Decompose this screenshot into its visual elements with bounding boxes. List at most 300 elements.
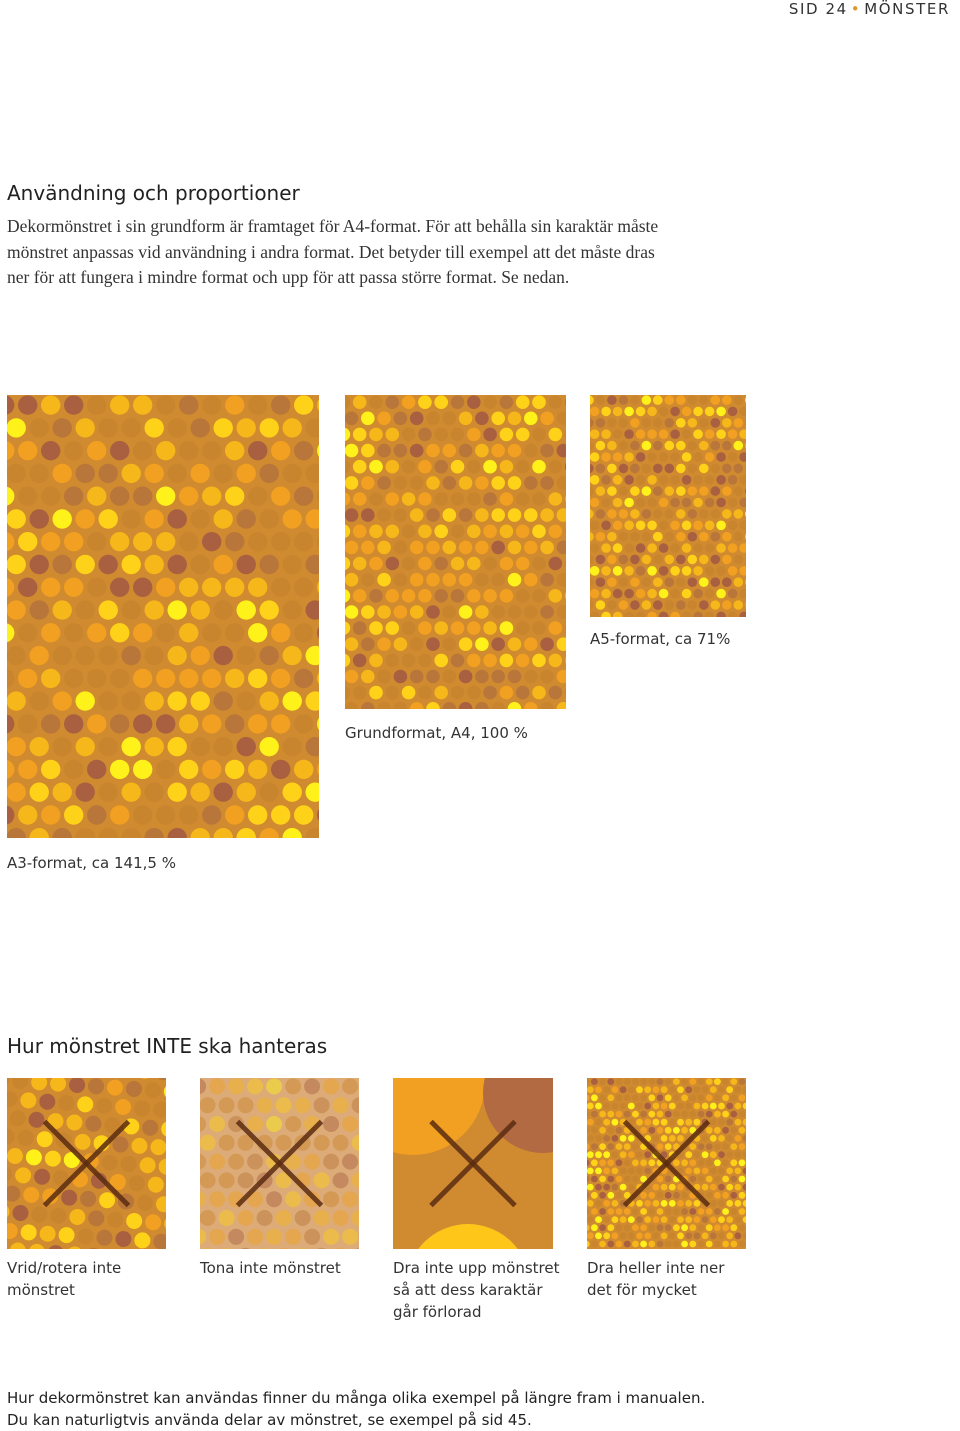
- pattern-dot: [7, 418, 26, 437]
- pattern-dot: [613, 498, 623, 508]
- pattern-dot: [260, 828, 279, 838]
- pattern-dot: [745, 600, 746, 610]
- pattern-dot: [734, 509, 744, 519]
- pattern-dot: [202, 395, 221, 414]
- pattern-dot: [41, 805, 60, 824]
- pattern-dot: [418, 557, 432, 571]
- pattern-dot: [156, 532, 175, 551]
- pattern-dot: [386, 589, 400, 603]
- pattern-dot: [665, 509, 675, 519]
- pattern-dot: [624, 429, 634, 439]
- pattern-dot: [549, 460, 563, 474]
- pattern-dot: [745, 555, 746, 565]
- pattern-dot: [676, 441, 686, 451]
- pattern-dot: [676, 395, 686, 405]
- pattern-dot: [18, 487, 37, 506]
- pattern-dot: [590, 612, 599, 617]
- pattern-dot: [443, 670, 457, 684]
- pattern-dot: [7, 395, 14, 414]
- pattern-dot: [508, 637, 522, 651]
- pattern-dot: [491, 702, 505, 709]
- pattern-dot: [410, 476, 424, 490]
- pattern-dot: [467, 589, 481, 603]
- pattern-dot: [248, 623, 267, 642]
- pattern-dot: [699, 464, 709, 474]
- pattern-dot: [426, 508, 440, 522]
- pattern-dot: [179, 760, 198, 779]
- pattern-dot: [483, 525, 497, 539]
- pattern-dot: [410, 444, 424, 458]
- pattern-dot: [745, 464, 746, 474]
- pattern-dot: [596, 464, 606, 474]
- pattern-dot: [516, 589, 530, 603]
- pattern-dot: [306, 509, 320, 528]
- pattern-dot: [133, 623, 152, 642]
- pattern-dot: [613, 452, 623, 462]
- pattern-dot: [248, 487, 267, 506]
- pattern-dot: [659, 407, 669, 417]
- pattern-dot: [283, 509, 302, 528]
- pattern-dot: [317, 623, 319, 642]
- pattern-dot: [179, 669, 198, 688]
- pattern-dot: [745, 395, 746, 405]
- pattern-dot: [87, 441, 106, 460]
- pattern-dot: [30, 783, 49, 802]
- pattern-dot: [434, 654, 448, 668]
- pattern-dot: [260, 464, 279, 483]
- pattern-dot: [728, 407, 738, 417]
- pattern-dot: [402, 654, 416, 668]
- pattern-dot: [260, 509, 279, 528]
- pattern-dot: [64, 578, 83, 597]
- pattern-dot: [156, 714, 175, 733]
- pattern-dot: [722, 532, 732, 542]
- pattern-dot: [565, 621, 566, 635]
- pattern-dot: [353, 654, 367, 668]
- pattern-dot: [624, 407, 634, 417]
- pattern-dot: [53, 418, 72, 437]
- pattern-dot: [653, 395, 663, 405]
- pattern-dot: [64, 395, 83, 414]
- pattern-dot: [642, 509, 652, 519]
- pattern-dot: [410, 605, 424, 619]
- pattern-dot: [590, 407, 599, 417]
- pattern-dot: [394, 412, 408, 426]
- pattern-dot: [434, 525, 448, 539]
- pattern-dot: [53, 691, 72, 710]
- pattern-dot: [145, 555, 164, 574]
- pattern-dot: [394, 605, 408, 619]
- pattern-dot: [156, 487, 175, 506]
- pattern-dot: [619, 395, 629, 405]
- pattern-dot: [156, 395, 175, 414]
- pattern-dot: [688, 486, 698, 496]
- pattern-dot: [745, 577, 746, 587]
- pattern-dot: [745, 441, 746, 451]
- pattern-dot: [670, 475, 680, 485]
- pattern-dot: [225, 578, 244, 597]
- pattern-dot: [418, 654, 432, 668]
- pattern-dot: [491, 573, 505, 587]
- pattern-dot: [601, 429, 611, 439]
- pattern-dot: [30, 555, 49, 574]
- pattern-dot: [705, 407, 715, 417]
- pattern-dot: [18, 532, 37, 551]
- pattern-dot: [739, 452, 746, 462]
- pattern-dot: [451, 654, 465, 668]
- pattern-dot: [739, 407, 746, 417]
- pattern-dot: [237, 691, 256, 710]
- pattern-dot: [642, 464, 652, 474]
- pattern-dot: [434, 428, 448, 442]
- pattern-dot: [647, 475, 657, 485]
- pattern-dot: [532, 428, 546, 442]
- pattern-dot: [377, 702, 391, 709]
- pattern-dot: [596, 486, 606, 496]
- pattern-dot: [459, 670, 473, 684]
- pattern-dot: [306, 828, 320, 838]
- pattern-dot: [87, 760, 106, 779]
- pattern-dot: [451, 492, 465, 506]
- pattern-dot: [557, 476, 566, 490]
- pattern-dot: [122, 646, 141, 665]
- pattern-dot: [41, 441, 60, 460]
- pattern-dot: [670, 589, 680, 599]
- pattern-dot: [676, 555, 686, 565]
- pattern-dot: [87, 805, 106, 824]
- pattern-dot: [699, 395, 709, 405]
- pattern-dot: [53, 783, 72, 802]
- pattern-dot: [394, 573, 408, 587]
- pattern-dot: [613, 566, 623, 576]
- pattern-dot: [214, 418, 233, 437]
- pattern-dot: [630, 464, 640, 474]
- pattern-dot: [451, 460, 465, 474]
- pattern-dot: [386, 460, 400, 474]
- pattern-dot: [500, 557, 514, 571]
- pattern-dot: [636, 612, 646, 617]
- pattern-dot: [41, 760, 60, 779]
- pattern-dot: [540, 476, 554, 490]
- pattern-dot: [451, 686, 465, 700]
- pattern-dot: [630, 395, 640, 405]
- pattern-dot: [745, 509, 746, 519]
- pattern-dot: [647, 566, 657, 576]
- pattern-dot: [133, 578, 152, 597]
- pattern-dot: [524, 508, 538, 522]
- pattern-dot: [191, 464, 210, 483]
- pattern-dot: [168, 464, 187, 483]
- pattern-dot: [260, 691, 279, 710]
- pattern-dot: [99, 691, 118, 710]
- pattern-dot: [168, 783, 187, 802]
- pattern-dot: [475, 476, 489, 490]
- pattern-dot: [549, 621, 563, 635]
- pattern-dot: [260, 418, 279, 437]
- pattern-dot: [237, 828, 256, 838]
- pattern-dot: [653, 486, 663, 496]
- footer-note: [7, 1388, 705, 1431]
- pattern-dot: [418, 492, 432, 506]
- pattern-dot: [168, 828, 187, 838]
- page-header: [789, 0, 950, 18]
- pattern-dot: [670, 543, 680, 553]
- pattern-dot: [596, 395, 606, 405]
- pattern-dot: [361, 670, 375, 684]
- bad-caption-enlarge: [393, 1257, 563, 1323]
- pattern-dot: [225, 623, 244, 642]
- pattern-dot: [636, 475, 646, 485]
- pattern-dot: [590, 589, 599, 599]
- pattern-dot: [225, 805, 244, 824]
- pattern-dot: [99, 509, 118, 528]
- pattern-dot: [361, 444, 375, 458]
- pattern-dot: [345, 637, 358, 651]
- pattern-dot: [659, 521, 669, 531]
- pattern-a5-sample: [590, 395, 746, 617]
- pattern-dot: [214, 600, 233, 619]
- pattern-dot: [317, 441, 319, 460]
- pattern-dot: [317, 395, 319, 414]
- pattern-dot: [722, 441, 732, 451]
- pattern-dot: [76, 828, 95, 838]
- caption-line: Dra heller inte ner: [587, 1257, 757, 1279]
- pattern-dot: [565, 395, 566, 409]
- pattern-dot: [475, 637, 489, 651]
- pattern-dot: [630, 577, 640, 587]
- pattern-dot: [653, 577, 663, 587]
- pattern-dot: [145, 646, 164, 665]
- pattern-dot: [601, 452, 611, 462]
- pattern-dot: [745, 486, 746, 496]
- pattern-dot: [451, 557, 465, 571]
- pattern-dot: [688, 577, 698, 587]
- pattern-dot: [642, 555, 652, 565]
- pattern-dot: [248, 395, 267, 414]
- pattern-dot: [682, 407, 692, 417]
- pattern-dot: [294, 714, 313, 733]
- pattern-dot: [630, 486, 640, 496]
- pattern-dot: [601, 407, 611, 417]
- cross-icon: [7, 1078, 166, 1249]
- pattern-dot: [110, 395, 129, 414]
- pattern-dot: [248, 532, 267, 551]
- pattern-dot: [145, 418, 164, 437]
- pattern-dot: [260, 783, 279, 802]
- pattern-dot: [345, 428, 350, 442]
- pattern-dot: [402, 686, 416, 700]
- pattern-dot: [394, 670, 408, 684]
- pattern-dot: [317, 487, 319, 506]
- pattern-dot: [434, 492, 448, 506]
- pattern-dot: [475, 702, 489, 709]
- pattern-dot: [549, 525, 563, 539]
- pattern-dot: [294, 623, 313, 642]
- pattern-dot: [53, 555, 72, 574]
- pattern-dot: [410, 541, 424, 555]
- pattern-dot: [500, 492, 514, 506]
- pattern-dot: [145, 737, 164, 756]
- pattern-dot: [53, 737, 72, 756]
- pattern-dot: [345, 508, 358, 522]
- pattern-dot: [345, 605, 358, 619]
- pattern-dot: [642, 486, 652, 496]
- pattern-dot: [122, 600, 141, 619]
- pattern-dot: [122, 418, 141, 437]
- pattern-dot: [225, 441, 244, 460]
- pattern-dot: [345, 541, 358, 555]
- pattern-dot: [76, 600, 95, 619]
- pattern-dot: [122, 555, 141, 574]
- pattern-dot: [7, 691, 26, 710]
- pattern-dot: [483, 621, 497, 635]
- pattern-dot: [122, 737, 141, 756]
- pattern-dot: [624, 498, 634, 508]
- pattern-dot: [549, 589, 563, 603]
- pattern-dot: [705, 612, 715, 617]
- pattern-dot: [500, 621, 514, 635]
- pattern-dot: [483, 557, 497, 571]
- pattern-dot: [670, 452, 680, 462]
- pattern-dot: [590, 395, 594, 405]
- cross-icon: [587, 1078, 746, 1249]
- pattern-dot: [145, 828, 164, 838]
- pattern-dot: [237, 555, 256, 574]
- pattern-dot: [500, 654, 514, 668]
- caption-line: Vrid/rotera inte: [7, 1257, 177, 1279]
- pattern-dot: [716, 452, 726, 462]
- pattern-dot: [590, 600, 594, 610]
- pattern-dot: [619, 577, 629, 587]
- pattern-dot: [443, 637, 457, 651]
- pattern-dot: [353, 557, 367, 571]
- pattern-dot: [41, 714, 60, 733]
- pattern-dot: [99, 464, 118, 483]
- pattern-dot: [699, 555, 709, 565]
- pattern-dot: [483, 460, 497, 474]
- pattern-dot: [237, 509, 256, 528]
- pattern-dot: [410, 702, 424, 709]
- pattern-dot: [665, 577, 675, 587]
- pattern-dot: [345, 525, 350, 539]
- pattern-dot: [99, 646, 118, 665]
- pattern-dot: [540, 605, 554, 619]
- pattern-dot: [306, 555, 320, 574]
- pattern-dot: [202, 532, 221, 551]
- pattern-dot: [353, 428, 367, 442]
- pattern-dot: [491, 605, 505, 619]
- pattern-dot: [716, 566, 726, 576]
- pattern-dot: [619, 600, 629, 610]
- pattern-dot: [7, 623, 14, 642]
- pattern-dot: [491, 412, 505, 426]
- pattern-dot: [716, 543, 726, 553]
- pattern-dot: [475, 605, 489, 619]
- pattern-dot: [722, 600, 732, 610]
- pattern-dot: [168, 600, 187, 619]
- pattern-dot: [659, 589, 669, 599]
- pattern-dot: [613, 475, 623, 485]
- pattern-dot: [659, 475, 669, 485]
- pattern-dot: [557, 702, 566, 709]
- pattern-dot: [133, 805, 152, 824]
- pattern-dot: [722, 486, 732, 496]
- pattern-dot: [565, 492, 566, 506]
- pattern-dot: [516, 557, 530, 571]
- pattern-dot: [294, 805, 313, 824]
- pattern-dot: [361, 508, 375, 522]
- pattern-dot: [682, 498, 692, 508]
- pattern-dot: [7, 464, 26, 483]
- pattern-dot: [532, 460, 546, 474]
- pattern-dot: [676, 486, 686, 496]
- pattern-dot: [549, 686, 563, 700]
- pattern-dot: [426, 702, 440, 709]
- pattern-dot: [734, 486, 744, 496]
- pattern-dot: [434, 395, 448, 409]
- pattern-dot: [596, 555, 606, 565]
- pattern-dot: [688, 555, 698, 565]
- caption-line: går förlorad: [393, 1301, 563, 1323]
- pattern-dot: [676, 509, 686, 519]
- pattern-dot: [410, 670, 424, 684]
- pattern-dot: [294, 760, 313, 779]
- pattern-dot: [722, 555, 732, 565]
- pattern-dot: [467, 492, 481, 506]
- pattern-dot: [516, 492, 530, 506]
- pattern-dot: [619, 532, 629, 542]
- pattern-dot: [402, 460, 416, 474]
- pattern-dot: [607, 600, 617, 610]
- pattern-dot: [294, 441, 313, 460]
- pattern-dot: [711, 441, 721, 451]
- pattern-dot: [711, 464, 721, 474]
- pattern-dot: [728, 429, 738, 439]
- pattern-dot: [443, 541, 457, 555]
- pattern-dot: [369, 525, 383, 539]
- pattern-dot: [145, 509, 164, 528]
- pattern-dot: [693, 498, 703, 508]
- pattern-dot: [716, 498, 726, 508]
- pattern-dot: [459, 702, 473, 709]
- pattern-dot: [18, 578, 37, 597]
- pattern-dot: [7, 783, 26, 802]
- pattern-dot: [607, 555, 617, 565]
- pattern-dot: [491, 444, 505, 458]
- pattern-dot: [590, 464, 594, 474]
- pattern-dot: [699, 441, 709, 451]
- pattern-dot: [156, 441, 175, 460]
- pattern-dot: [630, 532, 640, 542]
- pattern-dot: [653, 418, 663, 428]
- pattern-dot: [596, 532, 606, 542]
- pattern-dot: [451, 525, 465, 539]
- pattern-dot: [7, 555, 26, 574]
- pattern-dot: [237, 737, 256, 756]
- pattern-dot: [426, 444, 440, 458]
- pattern-dot: [64, 714, 83, 733]
- pattern-dot: [728, 543, 738, 553]
- usage-paragraph: [7, 214, 767, 291]
- pattern-dot: [508, 412, 522, 426]
- pattern-dot: [459, 412, 473, 426]
- pattern-dot: [99, 737, 118, 756]
- pattern-dot: [402, 621, 416, 635]
- pattern-dot: [306, 600, 320, 619]
- pattern-dot: [225, 714, 244, 733]
- pattern-dot: [607, 464, 617, 474]
- pattern-dot: [508, 541, 522, 555]
